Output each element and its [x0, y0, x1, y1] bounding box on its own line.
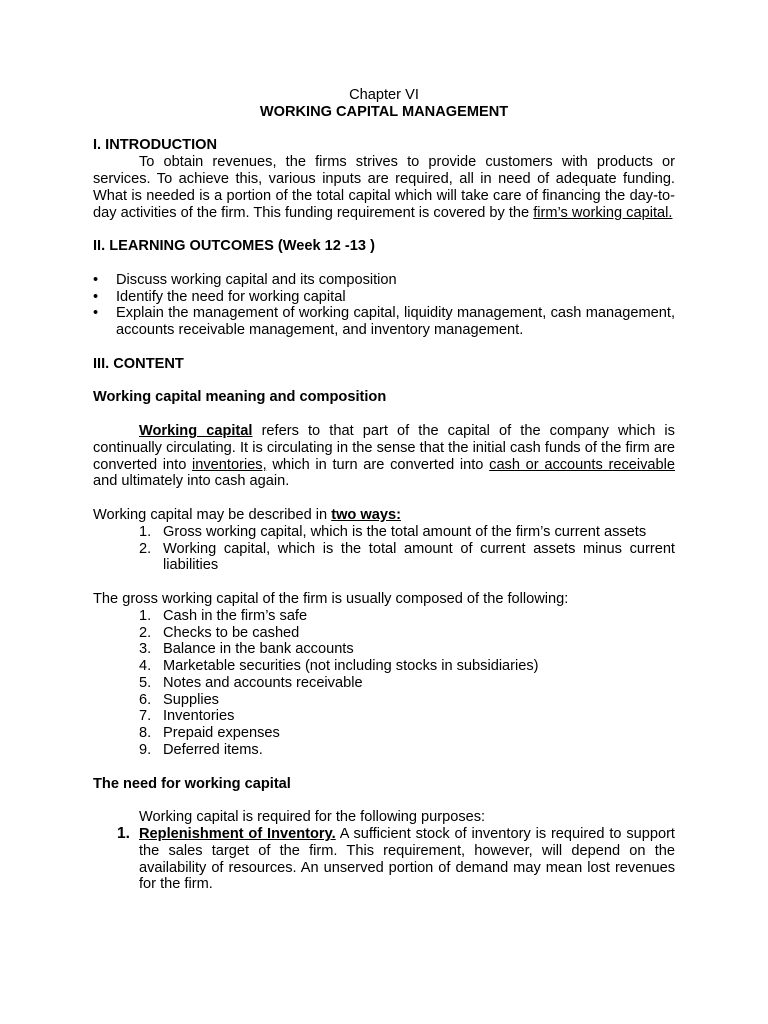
list-item [93, 289, 675, 306]
item-number: 6. [139, 691, 152, 708]
item-text: Working capital, which is the total amount of current assets minus current liabilities [163, 540, 675, 574]
list-item [139, 742, 675, 759]
list-item [93, 272, 675, 289]
item-text: Inventories [163, 708, 235, 725]
chapter-label: Chapter VI [349, 87, 419, 103]
introduction-paragraph [93, 154, 675, 221]
spacer [93, 792, 675, 809]
learning-outcomes-list [93, 272, 675, 339]
content-heading: III. CONTENT [93, 355, 184, 372]
cash-receivable-term: cash or accounts receivable [489, 456, 675, 473]
item-number: 1. [139, 523, 152, 540]
chapter-title: WORKING CAPITAL MANAGEMENT [259, 103, 509, 120]
item-text: A sufficient stock of inventory is required to support the sales target of the firm. This requirement, however, will depend on the availability of resources. An unserved portion of demand may mean lost revenues for the firm. [139, 826, 675, 893]
item-text: Deferred items. [163, 742, 263, 759]
item-text: Notes and accounts receivable [163, 674, 363, 691]
two-ways-emphasis: two ways: [331, 506, 401, 523]
item-text: Supplies [163, 691, 219, 708]
meaning-paragraph [93, 423, 675, 490]
need-list [93, 826, 675, 893]
item-number: 5. [139, 674, 152, 691]
item-text: Prepaid expenses [163, 725, 280, 742]
meaning-text: and ultimately into cash again. [93, 473, 290, 490]
outcome-text: Explain the management of working capital, liquidity management, cash management, accounts receivable management, and inventory management. [116, 305, 675, 339]
learning-outcomes-heading: II. LEARNING OUTCOMES (Week 12 -13 ) [93, 238, 375, 255]
item-number: 3. [139, 641, 152, 658]
list-item [139, 625, 675, 642]
list-item [139, 675, 675, 692]
two-ways-intro [93, 507, 675, 524]
list-item [139, 541, 675, 575]
item-number: 1. [139, 607, 152, 624]
outcome-text: Discuss working capital and its composition [116, 271, 397, 288]
spacer [93, 574, 675, 591]
list-item [139, 725, 675, 742]
item-number: 7. [139, 708, 152, 725]
outcome-text: Identify the need for working capital [116, 288, 346, 305]
spacer [93, 255, 675, 272]
bullet-icon: • [93, 305, 99, 322]
need-heading: The need for working capital [93, 775, 291, 792]
spacer [93, 490, 675, 507]
item-number: 2. [139, 540, 152, 557]
list-item [139, 692, 675, 709]
page-content [93, 87, 675, 893]
gross-intro: The gross working capital of the firm is usually composed of the following: [93, 590, 569, 607]
spacer [93, 373, 675, 390]
item-text: Cash in the firm’s safe [163, 607, 308, 624]
item-number: 1. [117, 825, 130, 843]
bullet-icon: • [93, 288, 99, 305]
item-text: Gross working capital, which is the total amount of the firm’s current assets [163, 523, 647, 540]
meaning-text: refers to that part of the capital of the company which is continually circulating. It is circulating in the sense that the initial cash funds of the firm are converted into [93, 422, 675, 473]
working-capital-link[interactable]: firm’s working capital. [533, 204, 673, 221]
inventories-term: inventories, [192, 456, 267, 473]
need-intro: Working capital is required for the following purposes: [139, 809, 486, 826]
list-item [139, 641, 675, 658]
spacer [93, 221, 675, 238]
spacer [93, 406, 675, 423]
item-text: Checks to be cashed [163, 624, 300, 641]
list-item [139, 524, 675, 541]
list-item [139, 658, 675, 675]
list-item [139, 708, 675, 725]
item-number: 8. [139, 725, 152, 742]
list-item [93, 305, 675, 339]
two-ways-text: Working capital may be described in [93, 506, 332, 523]
item-number: 9. [139, 742, 152, 759]
item-number: 4. [139, 658, 152, 675]
item-text: Balance in the bank accounts [163, 641, 354, 658]
item-text: Marketable securities (not including stocks in subsidiaries) [163, 658, 539, 675]
introduction-text: To obtain revenues, the firms strives to provide customers with products or services. To achieve this, various inputs are required, all in need of adequate funding. What is needed is a portion of the total capital which will take care of financing the day-to-day activities of the firm. This funding requirement is covered by the [93, 154, 675, 221]
item-title: Replenishment of Inventory. [139, 826, 336, 843]
list-item [117, 826, 675, 893]
meaning-text: which in turn are converted into [266, 456, 490, 473]
introduction-heading: I. INTRODUCTION [93, 137, 218, 154]
two-ways-list [93, 524, 675, 574]
bullet-icon: • [93, 271, 99, 288]
working-capital-term: Working capital [139, 422, 253, 439]
spacer [93, 339, 675, 356]
list-item [139, 608, 675, 625]
meaning-heading: Working capital meaning and composition [93, 389, 387, 406]
spacer [93, 759, 675, 776]
spacer [93, 121, 675, 138]
gross-composition-list [93, 608, 675, 759]
item-number: 2. [139, 624, 152, 641]
